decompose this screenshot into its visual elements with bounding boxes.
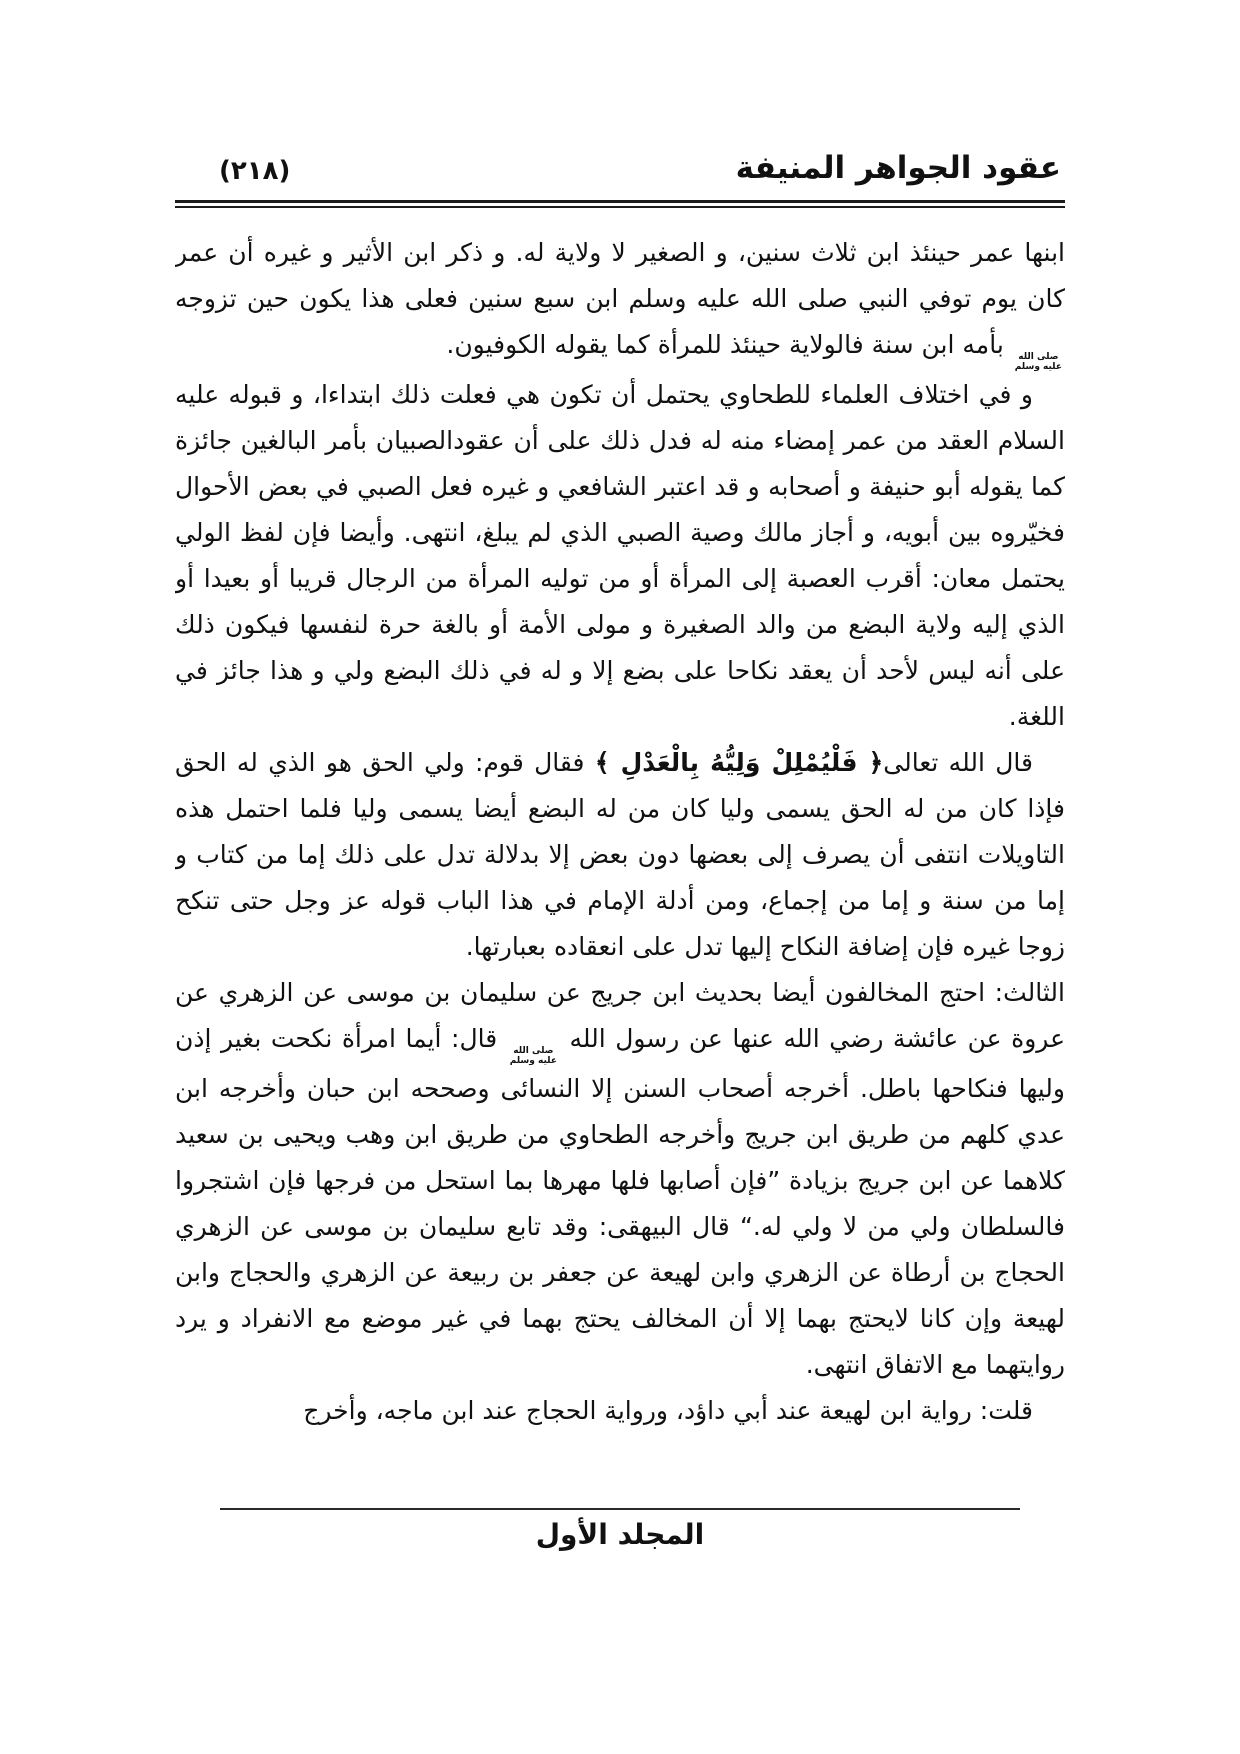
volume-label: المجلد الأول xyxy=(535,1518,705,1551)
pbuh-ligature: صلى الله عليه وسلم xyxy=(509,1046,557,1066)
page-number: (٢١٨) xyxy=(219,156,291,186)
header-divider xyxy=(175,200,1065,208)
page-body xyxy=(175,230,1065,1434)
page-footer xyxy=(0,1508,1240,1551)
pbuh-ligature: صلى الله عليه وسلم xyxy=(1014,352,1062,372)
paragraph: ابنها عمر حينئذ ابن ثلاث سنين، و الصغير لا ولاية له. و ذكر ابن الأثير و غيره أن عمر كان يوم توفي النبي صلى الله عليه وسلم ابن سبع سنين فعلى هذا يكون حين تزوجه صلى الله عليه وسلم بأمه ابن سنة فالولاية حينئذ للمرأة كما يقوله الكوفيون. xyxy=(175,238,1065,372)
paragraph: قلت: رواية ابن لهيعة عند أبي داؤد، ورواية الحجاج عند ابن ماجه، وأخرج xyxy=(303,1396,1033,1425)
paragraph: الثالث: احتج المخالفون أيضا بحديث ابن جريج عن سليمان بن موسى عن الزهري عن عروة عن عائشة رضي الله عنها عن رسول الله صلى الله عليه وسلم قال: أيما امرأة نكحت بغير إذن وليها فنكاحها باطل. أخرجه أصحاب السنن إلا النسائى وصححه ابن حبان وأخرجه ابن عدي كلهم من طريق ابن جريج وأخرجه الطحاوي من طريق ابن وهب ويحيى بن سعيد كلاهما عن ابن جريج بزيادة ”فإن أصابها فلها مهرها بما استحل من فرجها فإن اشتجروا فالسلطان ولي من لا ولي له.“ قال البيهقى: وقد تابع سليمان بن موسى عن الزهري الحجاج بن أرطاة عن الزهري وابن لهيعة عن جعفر بن ربيعة عن الزهري والحجاج وابن لهيعة وإن كانا لايحتج بهما إلا أن المخالف يحتج بهما في غير موضع مع الانفراد و يرد روايتهما مع الاتفاق انتهى. xyxy=(175,978,1065,1379)
book-title: عقود الجواهر المنيفة xyxy=(735,150,1061,186)
footer-divider xyxy=(220,1508,1020,1510)
quran-verse: ﴿ فَلْيُمْلِلْ وَلِيُّهُ بِالْعَدْلِ ﴾ xyxy=(594,748,884,777)
paragraph: قال الله تعالى﴿ فَلْيُمْلِلْ وَلِيُّهُ بِالْعَدْلِ ﴾ فقال قوم: ولي الحق هو الذي له الحق فإذا كان من له الحق يسمى وليا كان من له البضع أيضا يسمى وليا فلما احتمل هذه التاويلات انتفى أن يصرف إلى بعضها دون بعض إلا بدلالة تدل على ذلك إما من كتاب و إما من سنة و إما من إجماع، ومن أدلة الإمام في هذا الباب قوله عز وجل حتى تنكح زوجا غيره فإن إضافة النكاح إليها تدل على انعقاده بعبارتها. xyxy=(175,748,1065,961)
paragraph: و في اختلاف العلماء للطحاوي يحتمل أن تكون هي فعلت ذلك ابتداءا، و قبوله عليه السلام العقد من عمر إمضاء منه له فدل ذلك على أن عقودالصبيان بأمر البالغين جائزة كما يقوله أبو حنيفة و أصحابه و قد اعتبر الشافعي و غيره فعل الصبي في بعض الأحوال فخيّروه بين أبويه، و أجاز مالك وصية الصبي الذي لم يبلغ، انتهى. وأيضا فإن لفظ الولي يحتمل معان: أقرب العصبة إلى المرأة أو من توليه المرأة من الرجال قريبا أو بعيدا أو الذي إليه ولاية البضع من والد الصغيرة و مولى الأمة أو بالغة حرة لنفسها فيكون ذلك على أنه ليس لأحد أن يعقد نكاحا على بضع إلا و له في ذلك البضع ولي و هذا جائز في اللغة. xyxy=(175,380,1065,731)
page-header xyxy=(175,150,1065,186)
